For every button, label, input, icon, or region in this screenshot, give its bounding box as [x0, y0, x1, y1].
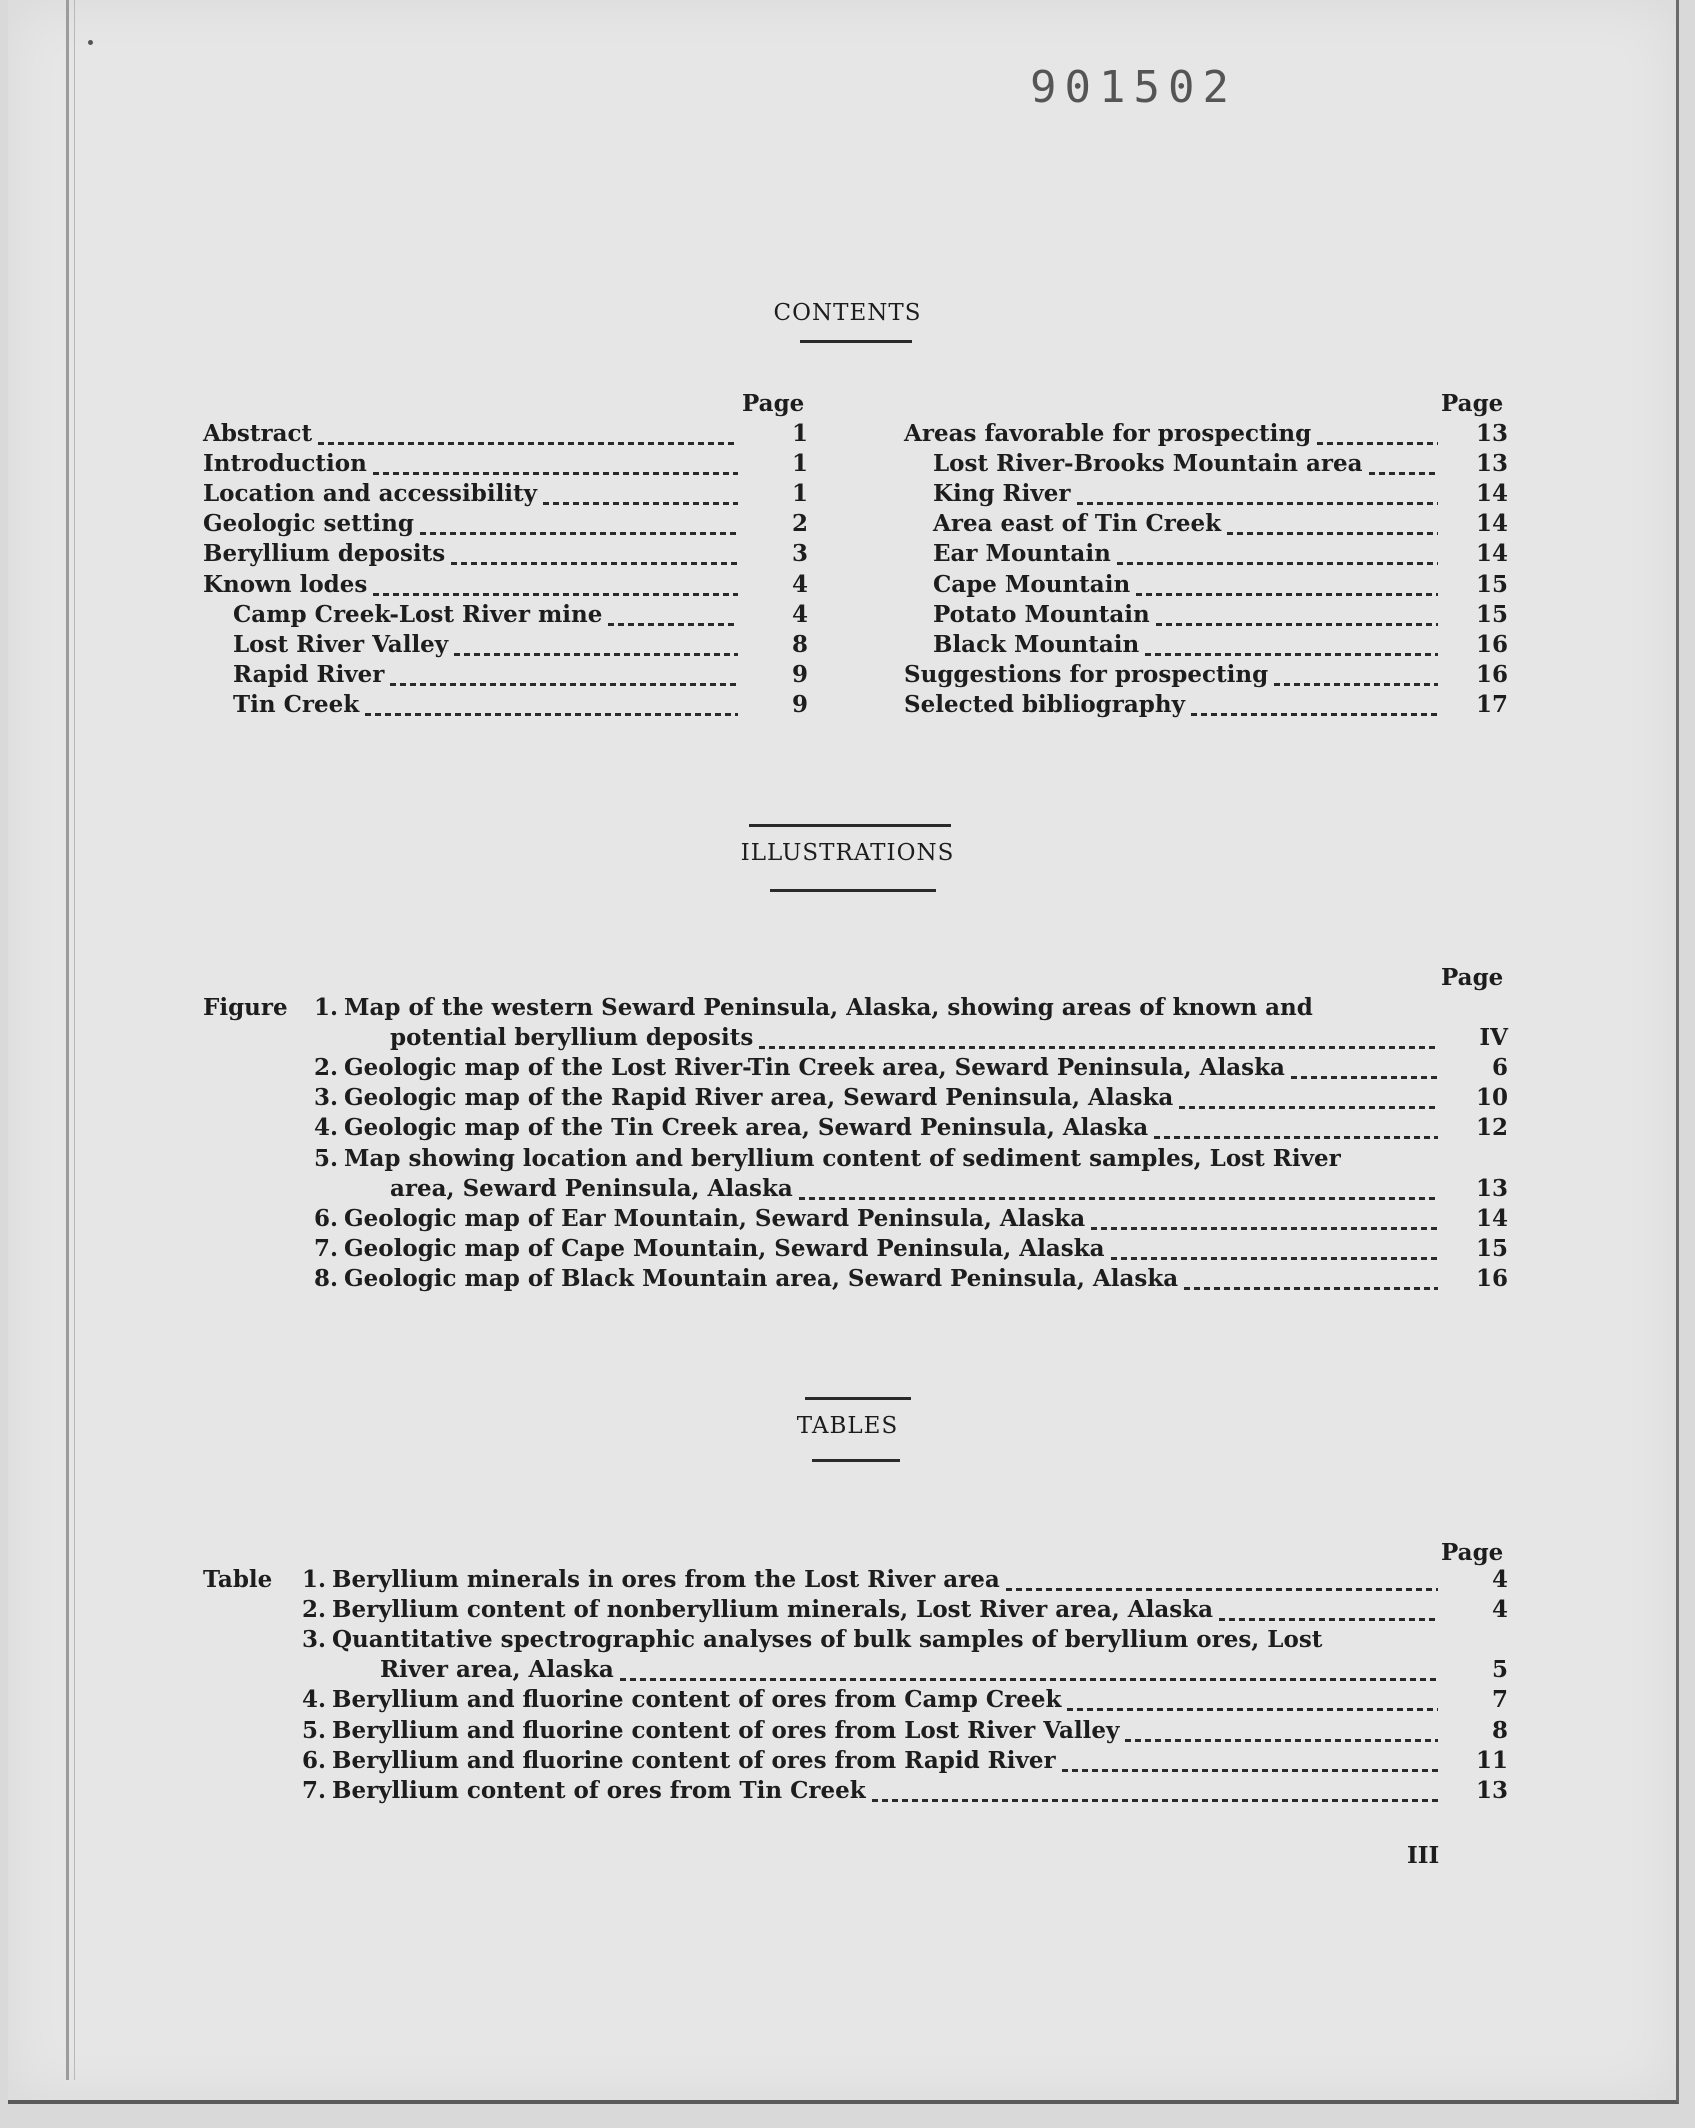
tables-item-page: 7	[1491, 1686, 1508, 1714]
tables-leader	[1219, 1618, 1438, 1621]
tables-item-number: 3.	[301, 1626, 326, 1654]
illustrations-prefix: Figure	[203, 994, 288, 1021]
contents-leader	[1145, 653, 1438, 656]
contents-entry-label: Lost River Valley	[233, 630, 449, 658]
contents-entry-label: Selected bibliography	[904, 690, 1185, 718]
contents-entry-page: 9	[791, 660, 808, 688]
contents-entry-label: Tin Creek	[233, 690, 360, 718]
tables-item-title: Beryllium content of nonberyllium minerals, Lost River area, Alaska	[332, 1596, 1214, 1624]
contents-leader	[1369, 472, 1438, 475]
contents-entry-label: Areas favorable for prospecting	[904, 420, 1312, 447]
tables-item-title-cont: River area, Alaska	[380, 1656, 614, 1684]
illustrations-leader	[1154, 1136, 1438, 1139]
tables-item-title: Beryllium and fluorine content of ores from Camp Creek	[332, 1686, 1062, 1714]
tables-underline	[812, 1459, 900, 1462]
illustrations-item-page: 14	[1475, 1204, 1508, 1232]
illustrations-item-title: Geologic map of Ear Mountain, Seward Peninsula, Alaska	[344, 1204, 1086, 1232]
illustrations-item-number: 3.	[313, 1084, 338, 1112]
tables-item-number: 7.	[301, 1776, 326, 1804]
contents-page-label-right: Page	[1441, 390, 1504, 417]
illustrations-item-title: Map showing location and beryllium content of sediment samples, Lost River	[344, 1144, 1341, 1172]
illustrations-item-title: Geologic map of the Rapid River area, Seward Peninsula, Alaska	[344, 1084, 1174, 1112]
illustrations-item-title: Geologic map of the Lost River-Tin Creek area, Seward Peninsula, Alaska	[344, 1054, 1285, 1082]
contents-leader	[454, 653, 738, 656]
tables-leader	[1125, 1739, 1438, 1742]
illustrations-leader	[1111, 1257, 1438, 1260]
illustrations-item-number: 5.	[313, 1144, 338, 1172]
contents-page-label-left: Page	[742, 390, 805, 417]
illustrations-item-title: Geologic map of Cape Mountain, Seward Peninsula, Alaska	[344, 1234, 1105, 1262]
contents-entry-page: 16	[1475, 660, 1508, 688]
illustrations-item-number: 4.	[313, 1114, 338, 1142]
illustrations-item-page: 13	[1475, 1174, 1508, 1202]
contents-leader	[373, 472, 738, 475]
illustrations-item-title-cont: area, Seward Peninsula, Alaska	[390, 1174, 793, 1202]
illustrations-item-title: Geologic map of Black Mountain area, Seward Peninsula, Alaska	[344, 1264, 1179, 1292]
contents-entry-page: 3	[791, 540, 808, 568]
contents-entry-page: 8	[791, 630, 808, 658]
contents-entry-label: King River	[933, 480, 1071, 508]
tables-item-page: 11	[1475, 1746, 1508, 1774]
illustrations-item-page: IV	[1479, 1024, 1508, 1052]
illustrations-item-number: 8.	[313, 1264, 338, 1292]
contents-leader	[1227, 532, 1438, 535]
document-number: 901502	[1030, 62, 1237, 113]
contents-leader	[608, 623, 738, 626]
contents-entry-label: Suggestions for prospecting	[904, 660, 1269, 688]
tables-item-number: 1.	[301, 1566, 326, 1593]
tables-item-page: 4	[1491, 1566, 1508, 1593]
contents-leader	[451, 562, 738, 565]
illustrations-item-number: 2.	[313, 1054, 338, 1082]
illustrations-heading: ILLUSTRATIONS	[740, 840, 955, 866]
contents-entry-page: 15	[1475, 600, 1508, 628]
contents-entry-page: 14	[1475, 480, 1508, 508]
contents-entry-page: 14	[1475, 540, 1508, 568]
contents-entry-label: Ear Mountain	[933, 540, 1111, 568]
illustrations-item-page: 15	[1475, 1234, 1508, 1262]
illustrations-leader	[1179, 1106, 1438, 1109]
contents-leader	[1136, 593, 1438, 596]
illustrations-item-page: 10	[1475, 1084, 1508, 1112]
contents-leader	[1077, 502, 1438, 505]
contents-leader	[390, 683, 738, 686]
illustrations-leader	[759, 1046, 1438, 1049]
contents-entry-label: Introduction	[203, 450, 367, 478]
tables-heading: TABLES	[796, 1413, 899, 1439]
contents-leader	[1117, 562, 1438, 565]
contents-entry-label: Cape Mountain	[933, 570, 1131, 598]
tables-leader	[1006, 1588, 1438, 1591]
contents-leader	[1156, 623, 1438, 626]
contents-leader	[1274, 683, 1438, 686]
contents-entry-label: Abstract	[203, 420, 313, 447]
contents-entry-label: Beryllium deposits	[203, 540, 446, 568]
tables-page-label: Page	[1441, 1539, 1504, 1566]
illustrations-item-page: 6	[1491, 1054, 1508, 1082]
contents-entry-page: 15	[1475, 570, 1508, 598]
contents-entry-page: 4	[791, 570, 808, 598]
contents-leader	[543, 502, 738, 505]
illustrations-leader	[1091, 1227, 1438, 1230]
tables-item-number: 4.	[301, 1686, 326, 1714]
contents-entry-page: 2	[791, 510, 808, 538]
illustrations-item-title: Geologic map of the Tin Creek area, Seward Peninsula, Alaska	[344, 1114, 1149, 1142]
tables-item-number: 5.	[301, 1716, 326, 1744]
tables-item-number: 6.	[301, 1746, 326, 1774]
illustrations-item-number: 6.	[313, 1204, 338, 1232]
tables-leader	[872, 1799, 1438, 1802]
illustrations-leader	[799, 1197, 1438, 1200]
illustrations-underline	[770, 889, 936, 892]
contents-leader	[420, 532, 738, 535]
illustrations-item-page: 12	[1475, 1114, 1508, 1142]
tables-item-number: 2.	[301, 1596, 326, 1624]
tables-overline	[805, 1397, 911, 1400]
tables-leader	[620, 1678, 1438, 1681]
tables-item-title: Beryllium minerals in ores from the Lost River area	[332, 1566, 1000, 1593]
tables-item-title: Beryllium content of ores from Tin Creek	[332, 1776, 866, 1804]
contents-entry-page: 17	[1475, 690, 1508, 718]
illustrations-item-title-cont: potential beryllium deposits	[390, 1024, 754, 1052]
contents-leader	[1191, 713, 1438, 716]
contents-entry-page: 4	[791, 600, 808, 628]
tables-item-page: 13	[1475, 1776, 1508, 1804]
tables-leader	[1062, 1769, 1438, 1772]
illustrations-leader	[1291, 1076, 1438, 1079]
contents-entry-label: Rapid River	[233, 660, 385, 688]
illustrations-item-page: 16	[1475, 1264, 1508, 1292]
contents-heading: CONTENTS	[773, 300, 922, 326]
tables-item-page: 4	[1491, 1596, 1508, 1624]
illustrations-item-number: 7.	[313, 1234, 338, 1262]
contents-entry-label: Geologic setting	[203, 510, 414, 538]
tables-item-page: 5	[1491, 1656, 1508, 1684]
contents-entry-page: 9	[791, 690, 808, 718]
illustrations-overline	[749, 824, 951, 827]
tables-prefix: Table	[203, 1566, 273, 1593]
illustrations-page-label: Page	[1441, 964, 1504, 991]
illustrations-leader	[1184, 1287, 1438, 1290]
contents-entry-label: Potato Mountain	[933, 600, 1150, 628]
illustrations-item-number: 1.	[313, 994, 338, 1021]
contents-entry-label: Black Mountain	[933, 630, 1140, 658]
tables-item-title: Quantitative spectrographic analyses of bulk samples of beryllium ores, Lost	[332, 1626, 1323, 1654]
contents-entry-page: 13	[1475, 450, 1508, 478]
contents-entry-label: Location and accessibility	[203, 480, 538, 508]
contents-entry-label: Camp Creek-Lost River mine	[233, 600, 603, 628]
contents-entry-page: 13	[1475, 420, 1508, 447]
tables-leader	[1067, 1708, 1438, 1711]
contents-entry-page: 1	[791, 480, 808, 508]
speck	[88, 40, 93, 45]
contents-entry-page: 1	[791, 450, 808, 478]
contents-leader	[1317, 442, 1438, 445]
contents-leader	[365, 713, 738, 716]
tables-item-title: Beryllium and fluorine content of ores from Lost River Valley	[332, 1716, 1120, 1744]
tables-item-title: Beryllium and fluorine content of ores from Rapid River	[332, 1746, 1056, 1774]
illustrations-item-title: Map of the western Seward Peninsula, Alaska, showing areas of known and	[344, 994, 1313, 1021]
contents-underline	[800, 340, 912, 343]
tables-item-page: 8	[1491, 1716, 1508, 1744]
contents-entry-page: 14	[1475, 510, 1508, 538]
page-number: III	[1407, 1842, 1440, 1869]
contents-entry-page: 1	[791, 420, 808, 447]
contents-entry-label: Known lodes	[203, 570, 368, 598]
contents-entry-page: 16	[1475, 630, 1508, 658]
contents-leader	[318, 442, 738, 445]
contents-entry-label: Lost River-Brooks Mountain area	[933, 450, 1363, 478]
contents-entry-label: Area east of Tin Creek	[933, 510, 1222, 538]
contents-leader	[373, 593, 738, 596]
